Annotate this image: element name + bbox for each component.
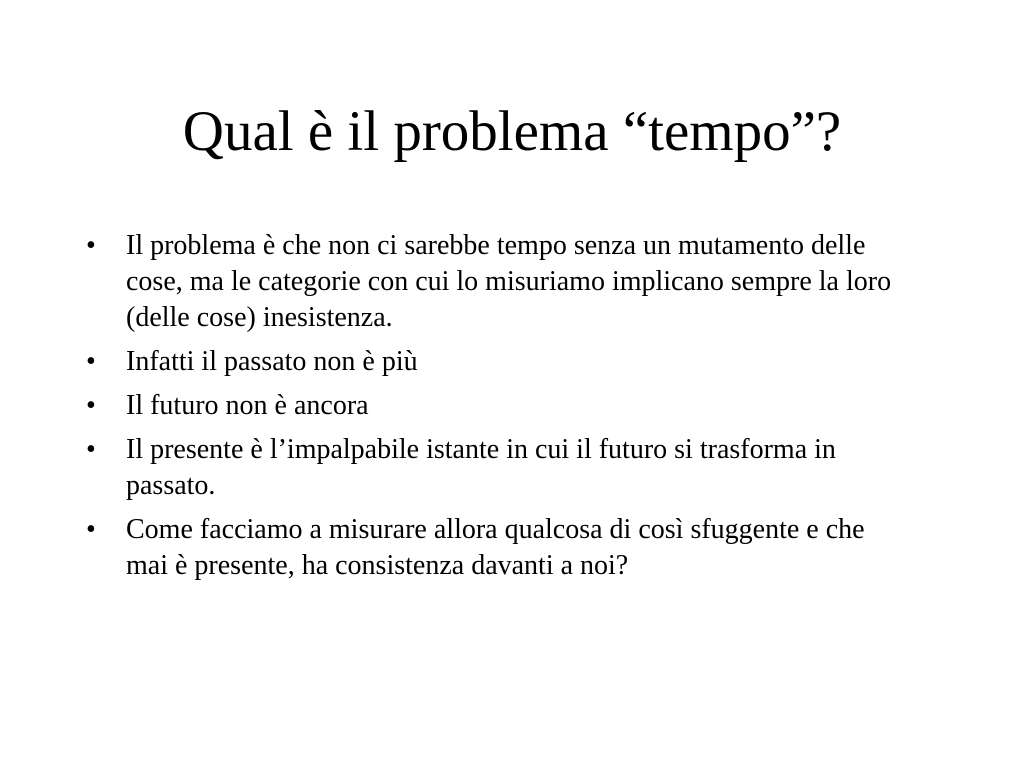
bullet-text: Il presente è l’impalpabile istante in cui il futuro si trasforma in passato. [126,434,836,501]
bullet-dot-icon: • [86,434,96,465]
bullet-text: Il problema è che non ci sarebbe tempo senza un mutamento delle cose, ma le categorie con cui lo misuriamo implicano sempre la loro (delle cose) inesistenza. [126,230,892,333]
bullet-item [86,512,906,584]
bullet-item [86,432,906,504]
bullet-text: Il futuro non è ancora [126,390,369,421]
bullet-text: Come facciamo a misurare allora qualcosa di così sfuggente e che mai è presente, ha consistenza davanti a noi? [126,514,865,581]
bullet-item [86,344,906,380]
bullet-text: Infatti il passato non è più [126,346,418,377]
bullet-dot-icon: • [86,514,96,545]
bullet-dot-icon: • [86,346,96,377]
bullet-item [86,228,906,336]
bullet-list [86,228,906,592]
bullet-dot-icon: • [86,390,96,421]
slide-title: Qual è il problema “tempo”? [182,100,842,163]
bullet-item [86,388,906,424]
bullet-dot-icon: • [86,230,96,261]
